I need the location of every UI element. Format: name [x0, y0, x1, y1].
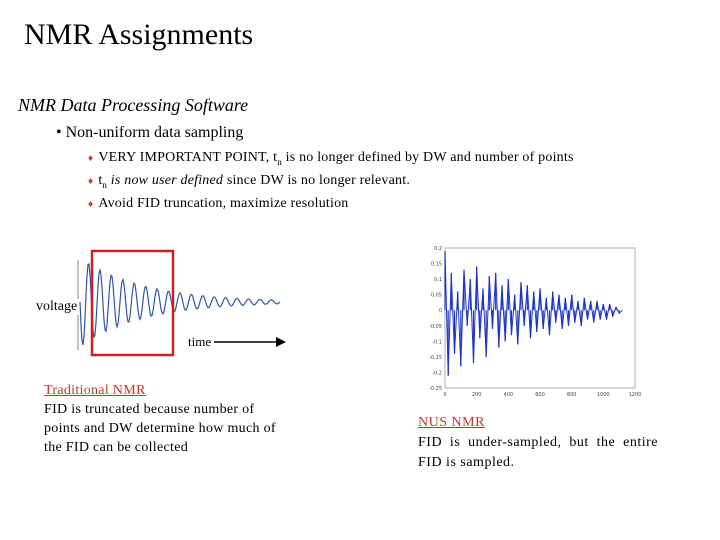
x-tick-label: 0	[443, 392, 447, 398]
sub-bullet-2-subscript: n	[102, 179, 108, 190]
sub-bullet-3-text: Avoid FID truncation, maximize resolution	[98, 196, 349, 211]
y-tick-label: 0.15	[430, 261, 442, 268]
time-arrow-icon	[214, 335, 286, 349]
nus-fid-chart	[415, 242, 645, 402]
y-tick-label: -0.1	[432, 339, 442, 346]
traditional-nmr-heading: Traditional NMR	[44, 383, 146, 398]
sub-bullet-1-post: is no longer defined by DW and number of points	[281, 150, 574, 165]
x-tick-label: 800	[566, 392, 577, 398]
x-tick-label: 600	[535, 392, 545, 398]
sub-bullet-3	[88, 196, 348, 212]
sub-bullet-1	[88, 150, 574, 167]
x-tick-label: 1200	[628, 392, 642, 398]
sub-bullet-2-pre: t	[98, 173, 103, 188]
sub-bullet-2-italic: is now user defined	[107, 173, 227, 188]
x-axis-ticks	[443, 392, 641, 398]
y-tick-label: 0.05	[430, 292, 442, 299]
y-tick-label: -0.15	[429, 354, 442, 361]
sub-bullet-1-pre: VERY IMPORTANT POINT, t	[98, 150, 278, 165]
y-tick-label: 0	[438, 308, 442, 315]
nus-nmr-block	[418, 413, 658, 473]
truncation-highlight-box	[92, 251, 173, 355]
slide-subtitle: NMR Data Processing Software	[18, 95, 249, 115]
y-axis-ticks	[429, 246, 442, 392]
slide-title: NMR Assignments	[24, 18, 254, 51]
main-bullet: • Non-uniform data sampling	[56, 124, 244, 141]
sub-bullet-1-subscript: n	[277, 156, 282, 167]
sub-bullet-2-post: since DW is no longer relevant.	[226, 173, 411, 188]
y-tick-label: 0.2	[434, 246, 442, 252]
y-tick-label: 0.1	[434, 277, 442, 284]
x-tick-label: 400	[503, 392, 514, 398]
diamond-bullet-icon: ♦	[88, 176, 94, 187]
traditional-nmr-block	[44, 381, 284, 457]
time-label: time	[188, 334, 212, 349]
y-tick-label: -0.05	[429, 323, 442, 330]
diamond-bullet-icon: ♦	[88, 153, 94, 164]
y-tick-label: -0.25	[429, 386, 442, 392]
x-tick-label: 1000	[596, 392, 610, 398]
nus-nmr-heading: NUS NMR	[418, 415, 485, 430]
x-tick-label: 200	[471, 392, 482, 398]
series-path	[445, 251, 622, 376]
diamond-bullet-icon: ♦	[88, 199, 94, 210]
traditional-nmr-body: FID is truncated because number of points and DW determine how much of the FID can be collected	[44, 402, 276, 455]
series-line	[445, 251, 622, 376]
nus-nmr-body: FID is under-sampled, but the entire FID is sampled.	[418, 435, 658, 470]
y-tick-label: -0.2	[432, 370, 442, 377]
fid-signal-trace	[80, 264, 280, 345]
voltage-label: voltage	[36, 299, 78, 314]
sub-bullet-2	[88, 173, 410, 190]
